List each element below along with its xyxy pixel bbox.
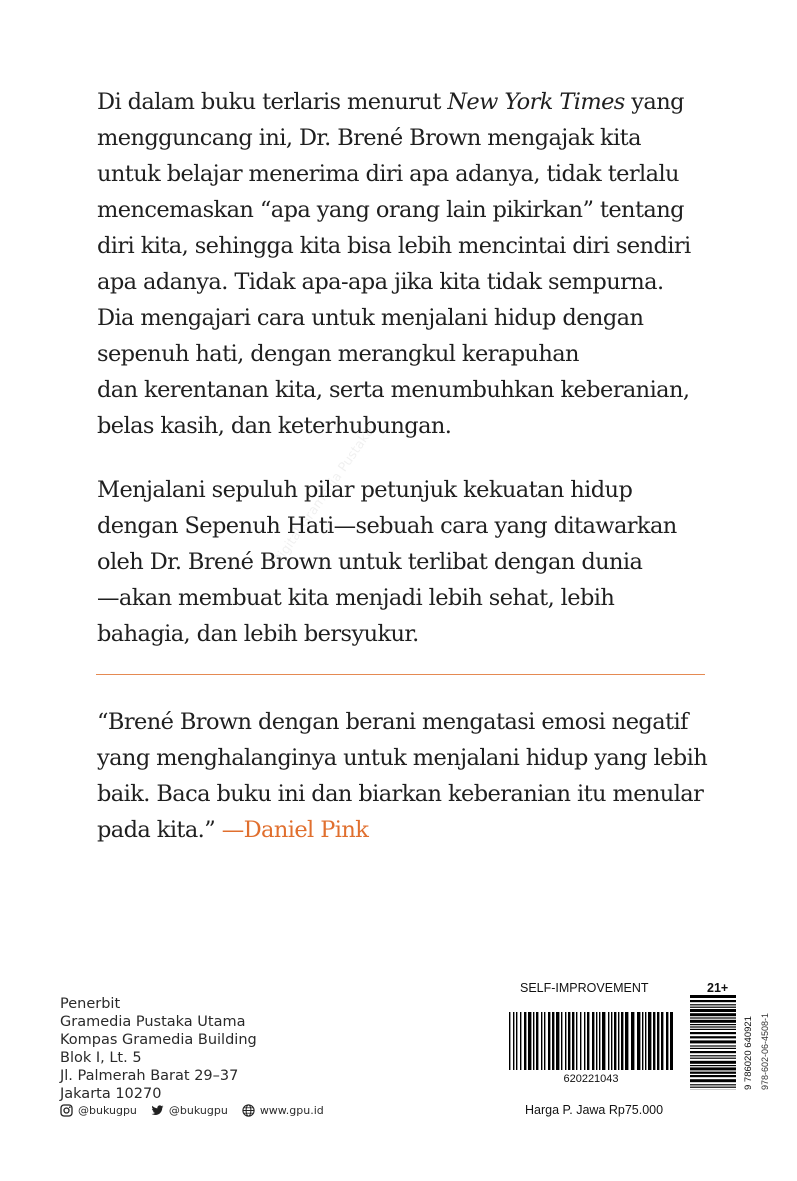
pillars-line: —akan membuat kita menjadi lebih sehat, lebih <box>97 585 615 611</box>
age-rating: 21+ <box>707 981 729 995</box>
barcode-bar <box>661 1012 663 1070</box>
barcode-bar <box>561 1012 562 1070</box>
barcode-bar <box>648 1012 651 1070</box>
isbn-bar <box>690 1045 736 1046</box>
barcode-bar <box>584 1012 585 1070</box>
barcode-bar <box>625 1012 628 1070</box>
isbn-barcode-digits: 9 786020 640921 <box>743 1016 754 1090</box>
barcode-bar <box>541 1012 542 1070</box>
isbn-barcode <box>690 995 736 1090</box>
isbn-bar <box>690 1032 736 1034</box>
barcode-bar <box>516 1012 517 1070</box>
barcode-bar <box>572 1012 574 1070</box>
barcode-bar <box>618 1012 619 1070</box>
quote-line: “Brené Brown dengan berani mengatasi emosi negatif <box>97 709 688 735</box>
barcode-bar <box>513 1012 514 1070</box>
barcode-bar <box>666 1012 668 1070</box>
barcode-bar <box>642 1012 643 1070</box>
pillars-line: Menjalani sepuluh pilar petunjuk kekuatan hidup <box>97 477 633 503</box>
isbn-bar <box>690 1040 736 1043</box>
barcode-bar <box>576 1012 577 1070</box>
quote-line: pada kita.” —Daniel Pink <box>97 817 369 843</box>
instagram-icon <box>60 1104 73 1117</box>
blurb-line: diri kita, sehingga kita bisa lebih mencintai diri sendiri <box>97 233 691 259</box>
barcode-bar <box>596 1012 597 1070</box>
barcode-bar <box>528 1012 531 1070</box>
barcode-bar <box>556 1012 559 1070</box>
quote-author: —Daniel Pink <box>221 817 369 843</box>
pillars-line: bahagia, dan lebih bersyukur. <box>97 621 419 647</box>
barcode-bar <box>524 1012 526 1070</box>
isbn-bar <box>690 1087 736 1088</box>
watermark: Digital Gramedia Pustaka <box>270 424 378 569</box>
barcode-bar <box>631 1012 634 1070</box>
barcode-bar <box>637 1012 640 1070</box>
blurb-paragraph <box>97 84 737 444</box>
publisher-line: Jl. Palmerah Barat 29–37 <box>60 1068 239 1084</box>
publisher-line: Penerbit <box>60 996 121 1012</box>
instagram-handle[interactable]: @bukugpu <box>78 1104 137 1117</box>
category-label: SELF-IMPROVEMENT <box>520 981 649 995</box>
blurb-line: apa adanya. Tidak apa-apa jika kita tidak sempurna. <box>97 269 664 295</box>
blurb-line: Di dalam buku terlaris menurut New York Times yang <box>97 89 684 115</box>
isbn-bar <box>690 1024 736 1025</box>
isbn-bar <box>690 1079 736 1082</box>
barcode-bar <box>548 1012 550 1070</box>
barcode-bar <box>533 1012 534 1070</box>
twitter-handle[interactable]: @bukugpu <box>168 1104 228 1117</box>
divider-rule <box>96 674 705 675</box>
isbn-bar <box>690 1029 736 1030</box>
barcode-number: 620221043 <box>563 1073 619 1085</box>
publisher-line: Gramedia Pustaka Utama <box>60 1014 246 1030</box>
barcode-bar <box>509 1012 510 1070</box>
isbn-text: 978-602-06-4508-1 <box>760 1012 770 1090</box>
barcode-bar <box>645 1012 646 1070</box>
barcode-bar <box>544 1012 545 1070</box>
blurb-line: dan kerentanan kita, serta menumbuhkan keberanian, <box>97 377 690 403</box>
endorsement-quote <box>97 704 737 848</box>
blurb-line: sepenuh hati, dengan merangkul kerapuhan <box>97 341 579 367</box>
isbn-bar <box>690 1055 736 1056</box>
book-title-reference: New York Times <box>447 89 625 115</box>
isbn-bar <box>690 1067 736 1070</box>
pillars-line: dengan Sepenuh Hati—sebuah cara yang ditawarkan <box>97 513 677 539</box>
website-link[interactable]: www.gpu.id <box>259 1104 324 1117</box>
product-barcode <box>509 1012 673 1070</box>
isbn-bar <box>690 1004 736 1005</box>
isbn-bar <box>690 1007 736 1008</box>
isbn-bar <box>690 1084 736 1085</box>
blurb-line: belas kasih, dan keterhubungan. <box>97 413 452 439</box>
isbn-bar <box>690 1009 736 1012</box>
barcode-bar <box>614 1012 616 1070</box>
twitter-icon <box>151 1104 164 1117</box>
barcode-bar <box>602 1012 605 1070</box>
barcode-bar <box>657 1012 659 1070</box>
blurb-line: mengguncang ini, Dr. Brené Brown mengajak kita <box>97 125 641 151</box>
publisher-line: Kompas Gramedia Building <box>60 1032 257 1048</box>
blurb-line: mencemaskan “apa yang orang lain pikirkan” tentang <box>97 197 684 223</box>
isbn-bar <box>690 1065 736 1066</box>
publisher-address <box>60 995 257 1103</box>
barcode-bar <box>565 1012 566 1070</box>
publisher-line: Blok I, Lt. 5 <box>60 1050 142 1066</box>
barcode-bar <box>611 1012 612 1070</box>
barcode-bar <box>599 1012 600 1070</box>
pillars-line: oleh Dr. Brené Brown untuk terlibat dengan dunia <box>97 549 643 575</box>
price-label: Harga P. Jawa Rp75.000 <box>525 1103 664 1117</box>
barcode-bar <box>653 1012 655 1070</box>
isbn-bar <box>690 1058 736 1059</box>
barcode-bar <box>621 1012 623 1070</box>
isbn-bar <box>690 1072 736 1074</box>
isbn-bar <box>690 1061 736 1064</box>
isbn-bar <box>690 1020 736 1023</box>
pillars-paragraph <box>97 472 737 652</box>
isbn-bar <box>690 1075 736 1077</box>
social-links <box>60 1104 324 1117</box>
barcode-bar <box>520 1012 521 1070</box>
barcode-bar <box>536 1012 538 1070</box>
isbn-bar <box>690 1000 736 1002</box>
isbn-bar <box>690 1013 736 1016</box>
barcode-bar <box>568 1012 570 1070</box>
isbn-bar <box>690 1026 736 1027</box>
blurb-line: Dia mengajari cara untuk menjalani hidup dengan <box>97 305 644 331</box>
isbn-bar <box>690 1017 736 1018</box>
barcode-bar <box>552 1012 554 1070</box>
publisher-line: Jakarta 10270 <box>60 1086 162 1102</box>
globe-icon <box>242 1104 255 1117</box>
isbn-bar <box>690 995 736 998</box>
barcode-bar <box>587 1012 589 1070</box>
barcode-bar <box>580 1012 581 1070</box>
isbn-bar <box>690 1036 736 1038</box>
barcode-bar <box>592 1012 594 1070</box>
barcode-bar <box>608 1012 609 1070</box>
isbn-bar <box>690 1051 736 1053</box>
isbn-bar <box>690 1048 736 1049</box>
quote-line: yang menghalanginya untuk menjalani hidup yang lebih <box>97 745 708 771</box>
blurb-line: untuk belajar menerima diri apa adanya, tidak terlalu <box>97 161 679 187</box>
barcode-bar <box>670 1012 673 1070</box>
quote-line: baik. Baca buku ini dan biarkan keberanian itu menular <box>97 781 704 807</box>
